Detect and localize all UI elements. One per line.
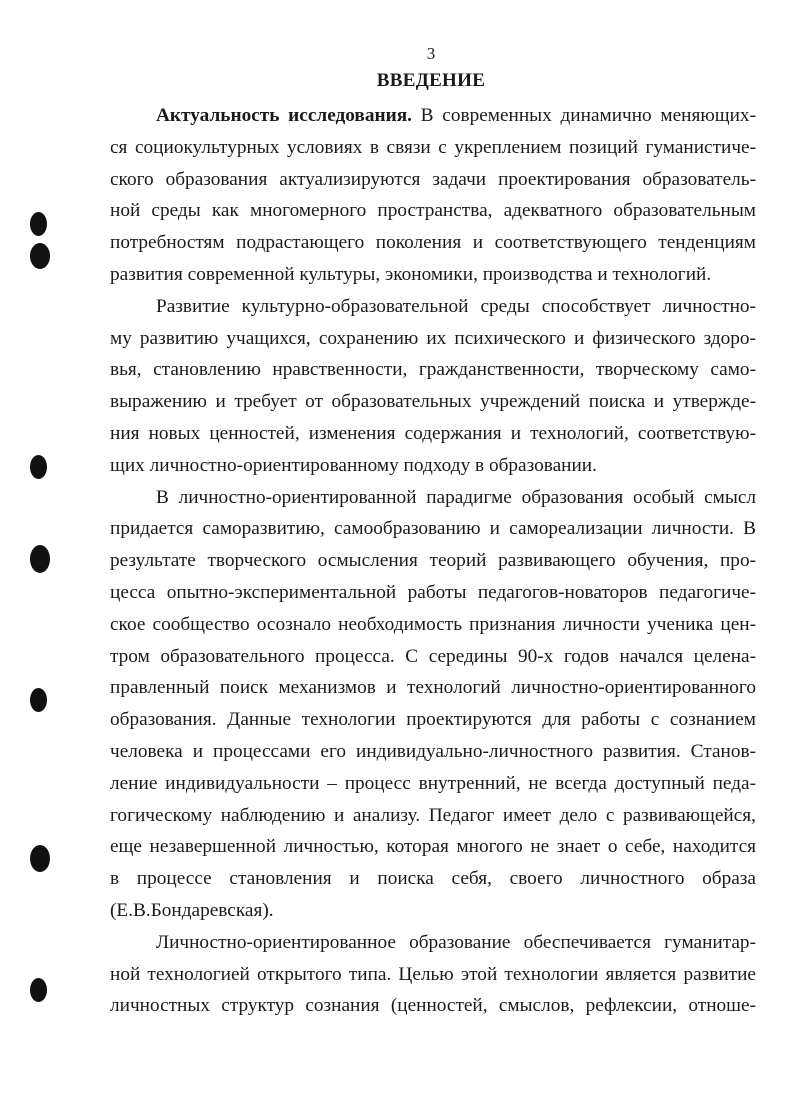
text-line: образования. Данные технологии проектируются для работы с сознанием [110, 709, 756, 731]
text-line: тром образовательного процесса. С середины 90-х годов начался целена- [110, 645, 756, 667]
text-line: выражению и требует от образовательных учреждений поиска и утвержде- [110, 391, 756, 413]
text-line: му развитию учащихся, сохранению их психического и физического здоро- [110, 327, 756, 349]
text-line: вья, становлению нравственности, гражданственности, творческому само- [110, 359, 756, 381]
lead-phrase: Актуальность исследования. [156, 105, 412, 126]
binder-hole-mark [30, 212, 47, 236]
text-line: человека и процессами его индивидуально-личностного развития. Станов- [110, 740, 756, 762]
binder-hole-mark [30, 978, 47, 1002]
text-line: правленный поиск механизмов и технологий личностно-ориентированного [110, 677, 756, 699]
text-line: ной технологией открытого типа. Целью этой технологии является развитие [110, 963, 756, 985]
document-body [110, 100, 756, 1022]
text-line: Актуальность исследования. В современных динамично меняющих- [156, 105, 756, 126]
text-line: ния новых ценностей, изменения содержания и технологий, соответствую- [110, 422, 756, 444]
paragraph-relevance [110, 100, 756, 291]
text-line: ление индивидуальности – процесс внутренний, не всегда доступный педа- [110, 772, 756, 794]
paragraph-paradigm [110, 482, 756, 927]
text-line: личностных структур сознания (ценностей, смыслов, рефлексии, отноше- [110, 995, 756, 1017]
text-line: потребностям подрастающего поколения и соответствующего тенденциям [110, 232, 756, 254]
binder-hole-mark [30, 845, 50, 872]
text-line: цесса опытно-экспериментальной работы педагогов-новаторов педагогиче- [110, 581, 756, 603]
text-line: (Е.В.Бондаревская). [110, 899, 274, 921]
paragraph-technology [110, 927, 756, 1022]
text-line: результате творческого осмысления теорий развивающего обучения, про- [110, 550, 756, 572]
text-line: ское сообщество осознало необходимость признания личности ученика цен- [110, 613, 756, 635]
binder-hole-mark [30, 688, 47, 712]
text-line: Развитие культурно-образовательной среды способствует личностно- [156, 295, 756, 317]
section-heading: ВВЕДЕНИЕ [376, 70, 486, 91]
text-line: ся социокультурных условиях в связи с укреплением позиций гуманистиче- [110, 136, 756, 158]
text-line: в процессе становления и поиска себя, своего личностного образа [110, 868, 756, 890]
text-line: гогическому наблюдению и анализу. Педагог имеет дело с развивающейся, [110, 804, 756, 826]
text-line: В личностно-ориентированной парадигме образования особый смысл [156, 486, 756, 508]
text-line: щих личностно-ориентированному подходу в образовании. [110, 454, 597, 476]
binder-hole-mark [30, 243, 50, 269]
binder-hole-mark [30, 455, 47, 479]
page-number: 3 [426, 44, 436, 63]
text-line: придается саморазвитию, самообразованию и самореализации личности. В [110, 518, 756, 540]
text-line: развития современной культуры, экономики, производства и технологий. [110, 263, 712, 285]
text-line: еще незавершенной личностью, которая многого не знает о себе, находится [110, 836, 756, 858]
paragraph-environment [110, 291, 756, 482]
text-line: Личностно-ориентированное образование обеспечивается гуманитар- [156, 931, 756, 953]
text-line: ной среды как многомерного пространства, адекватного образовательным [110, 200, 756, 222]
binder-hole-mark [30, 545, 50, 573]
text-line: ского образования актуализируются задачи проектирования образователь- [110, 168, 756, 190]
